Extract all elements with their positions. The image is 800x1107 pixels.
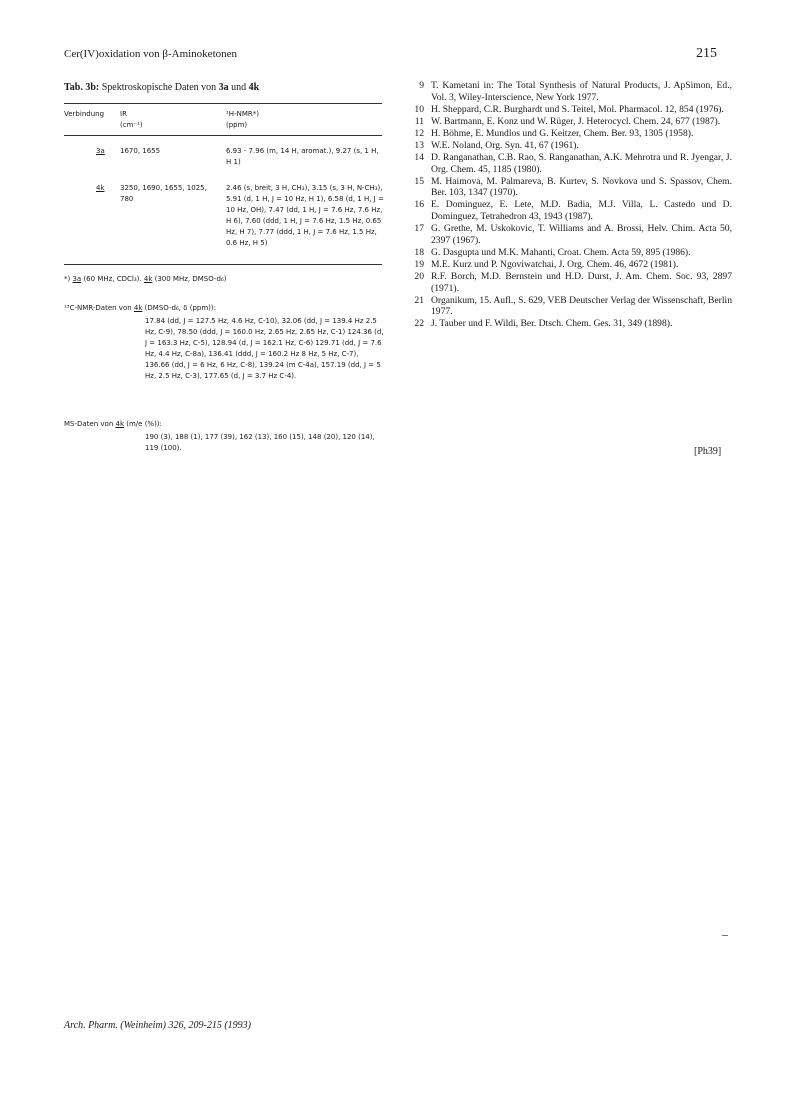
ms-title-suffix: (m/e (%)): <box>126 420 162 428</box>
reference-item <box>406 259 732 271</box>
table-row-nmr: 2.46 (s, breit, 3 H, CH₃), 3.15 (s, 3 H, N-CH₃), 5.91 (d, 1 H, J = 10 Hz, H 1), 6.58 (d, 1 H, J = 10 Hz, OH), 7.47 (dd, 1 H, J = 7.6 Hz, 7.6 Hz, H 6), 7.60 (ddd, 1 H, J = 7.6 Hz, 1.5 Hz, 0.65 Hz, H 7), 7.77 (ddd, 1 H, J = 7.6 Hz, 1.5 Hz, 0.6 Hz, H 5) <box>226 184 384 247</box>
table-row-compound: 3a <box>96 147 105 155</box>
reference-text: H. Böhme, E. Mundlos und G. Keitzer, Chem. Ber. 93, 1305 (1958). <box>431 127 694 139</box>
reference-text: T. Kametani in: The Total Synthesis of Natural Products, J. ApSimon, Ed., Vol. 3, Wiley-Interscience, New York 1977. <box>431 80 732 103</box>
footnote-text-a: (60 MHz, CDCl₃). <box>83 275 142 283</box>
footnote-compound-b: 4k <box>143 275 153 283</box>
reference-item <box>406 80 732 103</box>
column-header-label: ¹H-NMR*) <box>226 110 259 118</box>
table-top-rule <box>64 103 382 104</box>
reference-number: 21 <box>414 294 424 306</box>
c13-nmr-data: 17.84 (dd, J = 127.5 Hz, 4.6 Hz, C-10), 32.06 (dd, J = 139.4 Hz 2.5 Hz, C-9), 78.50 (ddd, J = 160.0 Hz, 2.65 Hz, 2.65 Hz, C-1) 124.36 (d, J = 163.3 Hz, C-5), 128.94 (d, J = 162.1 Hz, C-6) 129.71 (dd, J = 7.6 Hz, 4.4 Hz, C-8a), 136.41 (ddd, J = 160.2 Hz 8 Hz, 5 Hz, C-7), 136.66 (dd, J = 6 Hz, 6 Hz, C-8), 139.24 (m C-4a), 157.19 (dd, J = 5 Hz, 2.5 Hz, C-3), 177.65 (d, J = 3.7 Hz C-4). <box>145 317 384 380</box>
margin-mark <box>722 935 728 936</box>
table-row-ir: 1670, 1655 <box>120 147 161 155</box>
reference-item <box>406 152 732 175</box>
reference-number: 15 <box>414 175 424 187</box>
table-row-nmr: 6.93 - 7.96 (m, 14 H, aromat.), 9.27 (s, 1 H, H 1) <box>226 147 379 166</box>
table-caption-compound-b: 4k <box>248 82 260 93</box>
reference-number: 22 <box>414 318 424 330</box>
reference-item <box>406 247 732 259</box>
reference-list <box>406 80 732 330</box>
document-tag: [Ph39] <box>694 446 722 457</box>
table-caption-text: Spektroskopische Daten von <box>101 82 217 93</box>
ms-title-prefix: MS-Daten von <box>64 420 114 428</box>
table-caption-and: und <box>231 82 247 93</box>
table-row-ir: 3250, 1690, 1655, 1025, 780 <box>120 184 207 203</box>
reference-item <box>406 140 732 152</box>
reference-item <box>406 295 732 318</box>
table-footnote <box>64 274 384 285</box>
reference-number: 19 <box>414 258 424 270</box>
ms-title-compound: 4k <box>115 420 125 428</box>
reference-text: J. Tauber und F. Wildi, Ber. Dtsch. Chem. Ges. 31, 349 (1898). <box>431 318 673 330</box>
reference-item <box>406 116 732 128</box>
table-caption <box>64 82 259 93</box>
c13-title-prefix: ¹³C-NMR-Daten von <box>64 304 132 312</box>
reference-text: W. Bartmann, E. Konz und W. Rüger, J. Heterocycl. Chem. 24, 677 (1987). <box>431 115 721 127</box>
reference-text: E. Dominguez, E. Lete, M.D. Badia, M.J. Villa, L. Castedo und D. Dominguez, Tetrahedron 43, 1943 (1987). <box>431 199 732 223</box>
reference-number: 18 <box>414 246 424 258</box>
reference-number: 14 <box>414 152 424 164</box>
ms-data-title <box>64 419 384 430</box>
reference-number: 13 <box>414 139 424 151</box>
c13-title-suffix: (DMSO-d₆, δ (ppm)): <box>144 304 216 312</box>
reference-text: G. Dasgupta und M.K. Mahanti, Croat. Chem. Acta 59, 895 (1986). <box>431 246 691 258</box>
reference-text: D. Ranganathan, C.B. Rao, S. Ranganathan, A.K. Mehrotra und R. Jyengar, J. Org. Chem. 45, 1185 (1980). <box>431 152 732 175</box>
reference-item <box>406 271 732 294</box>
footnote-compound-a: 3a <box>72 275 82 283</box>
column-header-ir <box>120 109 143 131</box>
reference-item <box>406 104 732 116</box>
reference-number: 16 <box>414 199 424 211</box>
reference-item <box>406 176 732 199</box>
table-caption-label: Tab. 3b: <box>64 82 100 93</box>
reference-text: W.E. Noland, Org. Syn. 41, 67 (1961). <box>431 139 579 151</box>
column-header-compound <box>64 109 104 120</box>
reference-number: 10 <box>414 103 424 115</box>
reference-number: 20 <box>414 271 424 282</box>
reference-text: M. Haimova, M. Palmareva, B. Kurtev, S. Novkova und S. Spassov, Chem. Ber. 103, 1347 (1970). <box>431 175 732 199</box>
reference-text: R.F. Borch, M.D. Bernstein und H.D. Durst, J. Am. Chem. Soc. 93, 2897 (1971). <box>431 271 732 294</box>
reference-number: 17 <box>414 223 424 235</box>
reference-number: 12 <box>414 127 424 139</box>
reference-item <box>406 128 732 140</box>
table-caption-compound-a: 3a <box>218 82 229 93</box>
reference-item <box>406 223 732 246</box>
table-bottom-rule <box>64 264 382 265</box>
page-number: 215 <box>696 46 717 61</box>
reference-number: 9 <box>419 80 424 91</box>
column-header-nmr <box>226 109 259 131</box>
reference-text: G. Grethe, M. Uskokovic, T. Williams and A. Brossi, Helv. Chim. Acta 50, 2397 (1967). <box>431 223 732 246</box>
c13-title-compound: 4k <box>133 304 143 312</box>
column-header-label: IR <box>120 110 127 118</box>
reference-text: M.E. Kurz und P. Ngoviwatchai, J. Org. Chem. 46, 4672 (1981). <box>431 258 679 270</box>
reference-text: Organikum, 15. Aufl., S. 629, VEB Deutscher Verlag der Wissenschaft, Berlin 1977. <box>431 294 732 318</box>
reference-item <box>406 318 732 330</box>
table-header-rule <box>64 135 382 136</box>
column-header-unit: (cm⁻¹) <box>120 121 143 129</box>
reference-text: H. Sheppard, C.R. Burghardt und S. Teitel, Mol. Pharmacol. 12, 854 (1976). <box>431 103 724 115</box>
c13-nmr-title <box>64 303 384 314</box>
footnote-mark: *) <box>64 275 71 283</box>
reference-number: 11 <box>414 115 424 127</box>
journal-citation: Arch. Pharm. (Weinheim) 326, 209-215 (1993) <box>64 1020 252 1031</box>
ms-data: 190 (3), 188 (1), 177 (39), 162 (13), 160 (15), 148 (20), 120 (14), 119 (100). <box>145 433 375 452</box>
column-header-unit: (ppm) <box>226 121 248 129</box>
running-head: Cer(IV)oxidation von β-Aminoketonen <box>64 48 238 60</box>
column-header-label: Verbindung <box>64 110 105 118</box>
reference-item <box>406 199 732 222</box>
footnote-text-b: (300 MHz, DMSO-d₆) <box>154 275 227 283</box>
table-row-compound: 4k <box>96 184 105 192</box>
